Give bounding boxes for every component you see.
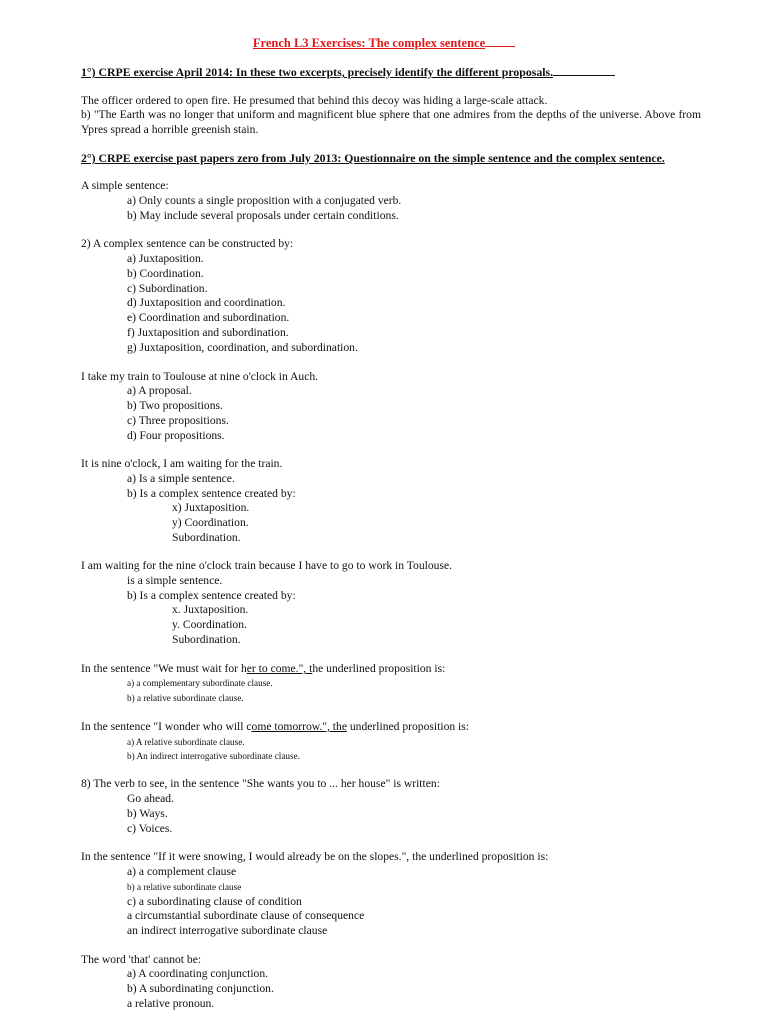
section-1-heading: 1°) CRPE exercise April 2014: In these two excerpts, precisely identify the different proposals. [81, 65, 615, 79]
question-5-sub-option: Subordination. [172, 633, 241, 646]
question-6-option: b) a relative subordinate clause. [127, 693, 244, 703]
underlined-proposition: ome tomorrow.", the [251, 720, 347, 733]
document-title: French L3 Exercises: The complex sentence [0, 36, 768, 50]
question-8-option: Go ahead. [127, 792, 174, 805]
question-1-option: b) May include several proposals under certain conditions. [127, 209, 399, 222]
question-9-option: a) a complement clause [127, 865, 237, 878]
question-7-option: b) An indirect interrogative subordinate clause. [127, 751, 300, 761]
question-3-prompt: I take my train to Toulouse at nine o'clock in Auch. [81, 370, 319, 383]
question-2-option: d) Juxtaposition and coordination. [127, 296, 286, 309]
question-4-sub-option: y) Coordination. [172, 516, 249, 529]
question-10-option: a relative pronoun. [127, 997, 215, 1010]
question-6-prompt: In the sentence "We must wait for her to come.", the underlined proposition is: [81, 662, 446, 675]
question-8-option: b) Ways. [127, 807, 168, 820]
question-5-sub-option: y. Coordination. [172, 618, 247, 631]
question-10-option: a) A coordinating conjunction. [127, 967, 269, 980]
question-6-option: a) a complementary subordinate clause. [127, 678, 273, 688]
question-1-prompt: A simple sentence: [81, 179, 169, 192]
question-3-option: c) Three propositions. [127, 414, 229, 427]
question-2-prompt: 2) A complex sentence can be constructed by: [81, 237, 294, 250]
question-2-option: e) Coordination and subordination. [127, 311, 290, 324]
question-1-option: a) Only counts a single proposition with a conjugated verb. [127, 194, 402, 207]
question-4-sub-option: Subordination. [172, 531, 241, 544]
question-5-option: is a simple sentence. [127, 574, 223, 587]
question-2-option: a) Juxtaposition. [127, 252, 204, 265]
question-2-option: f) Juxtaposition and subordination. [127, 326, 289, 339]
question-3-option: d) Four propositions. [127, 429, 225, 442]
question-2-option: c) Subordination. [127, 282, 208, 295]
question-10-prompt: The word 'that' cannot be: [81, 953, 202, 966]
question-9-option: an indirect interrogative subordinate clause [127, 924, 328, 937]
question-2-option: g) Juxtaposition, coordination, and subordination. [127, 341, 358, 354]
question-4-option: b) Is a complex sentence created by: [127, 487, 296, 500]
question-7-prompt: In the sentence "I wonder who will come tomorrow.", the underlined proposition is: [81, 720, 470, 733]
question-3-option: b) Two propositions. [127, 399, 223, 412]
section-1-paragraph-b: b) "The Earth was no longer that uniform and magnificent blue sphere that one admires from the depths of the universe. Above from Ypres spread a horrible greenish stain. [81, 108, 701, 136]
question-9-prompt: In the sentence "If it were snowing, I would already be on the slopes.", the underlined proposition is: [81, 850, 549, 863]
section-1-paragraph-a: The officer ordered to open fire. He presumed that behind this decoy was hiding a large-scale attack. [81, 94, 548, 107]
question-8-option: c) Voices. [127, 822, 173, 835]
question-8-prompt: 8) The verb to see, in the sentence "She wants you to ... her house" is written: [81, 777, 440, 790]
question-4-sub-option: x) Juxtaposition. [172, 501, 250, 514]
question-5-option: b) Is a complex sentence created by: [127, 589, 296, 602]
question-9-option: a circumstantial subordinate clause of consequence [127, 909, 365, 922]
question-7-option: a) A relative subordinate clause. [127, 737, 245, 747]
underlined-proposition: er to come.", t [246, 662, 313, 675]
question-4-option: a) Is a simple sentence. [127, 472, 235, 485]
question-5-prompt: I am waiting for the nine o'clock train because I have to go to work in Toulouse. [81, 559, 452, 572]
question-10-option: b) A subordinating conjunction. [127, 982, 274, 995]
question-5-sub-option: x. Juxtaposition. [172, 603, 249, 616]
question-4-prompt: It is nine o'clock, I am waiting for the train. [81, 457, 283, 470]
question-9-option: c) a subordinating clause of condition [127, 895, 302, 908]
question-2-option: b) Coordination. [127, 267, 204, 280]
section-2-heading: 2°) CRPE exercise past papers zero from July 2013: Questionnaire on the simple sentence and the complex sentence. [81, 151, 665, 165]
question-3-option: a) A proposal. [127, 384, 192, 397]
question-9-option: b) a relative subordinate clause [127, 882, 242, 892]
